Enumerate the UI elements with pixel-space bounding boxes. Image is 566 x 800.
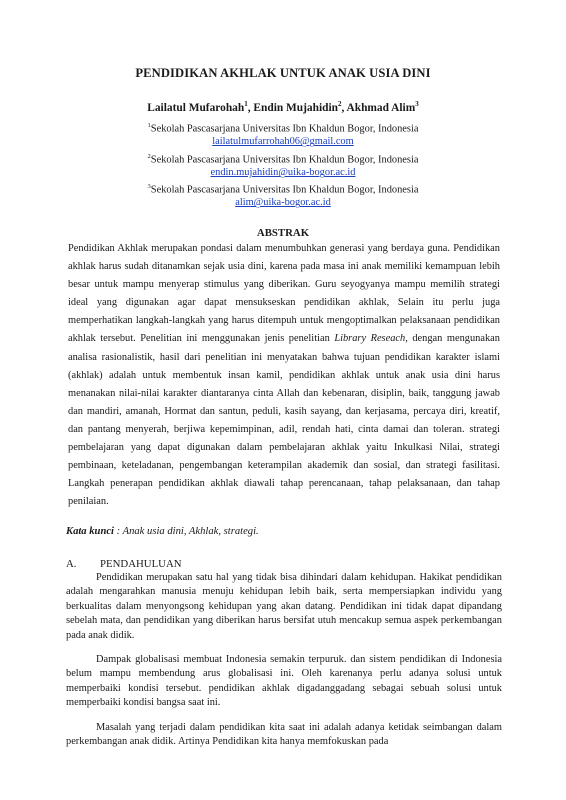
affiliation-2	[0, 150, 566, 179]
section-body	[66, 571, 502, 759]
affiliation-sup: 1	[147, 122, 151, 129]
section-heading	[66, 558, 182, 570]
body-paragraph: Masalah yang terjadi dalam pendidikan kita saat ini adalah adanya ketidak seimbangan dalam perkembangan anak didik. Artinya Pendidikan kita hanya memfokuskan pada	[66, 721, 502, 748]
author-separator: ,	[341, 101, 347, 114]
author-name: Akhmad Alim	[346, 101, 416, 114]
author-sup: 1	[244, 100, 248, 108]
author-sup: 3	[415, 100, 419, 108]
email-link[interactable]: endin.mujahidin@uika-bogor.ac.id	[210, 167, 356, 179]
affiliation-institution: Sekolah Pascasarjana Universitas Ibn Khaldun Bogor, Indonesia	[150, 123, 419, 135]
paper-title: PENDIDIKAN AKHLAK UNTUK ANAK USIA DINI	[135, 66, 431, 80]
affiliation-sup: 2	[147, 153, 151, 160]
abstract-heading: ABSTRAK	[256, 227, 310, 239]
email-link[interactable]: alim@uika-bogor.ac.id	[235, 197, 331, 209]
abstract-body	[68, 240, 500, 511]
keywords-text: : Anak usia dini, Akhlak, strategi.	[113, 526, 259, 537]
affiliation-3	[0, 180, 566, 209]
affiliation-sup: 3	[147, 183, 151, 190]
affiliation-institution: Sekolah Pascasarjana Universitas Ibn Khaldun Bogor, Indonesia	[150, 154, 419, 166]
author-separator: ,	[247, 101, 254, 114]
abstract-italic-term: Library Reseach	[334, 333, 406, 345]
author-name: Endin Mujahidin	[253, 101, 338, 114]
keywords-label: Kata kunci	[66, 526, 114, 537]
abstract-text: Pendidikan Akhlak merupakan pondasi dalam menumbuhkan generasi yang berdaya guna. Pendidikan akhlak harus sudah ditanamkan sejak usia dini, karena pada masa ini anak memiliki kemampuan lebih besar untuk mampu menyerap stimulus yang diberikan. Guru seyogyanya mampu memilih strategi ideal yang digunakan agar dapat mensukseskan pendidikan akhlak, Selain itu perlu juga memperhatikan langkah-langkah yang harus ditempuh untuk mengoptimalkan pelaksanaan pendidikan akhlak tersebut. Penelitian ini menggunakan jenis penelitian	[68, 243, 500, 345]
author-list	[0, 100, 566, 114]
abstract-text: , dengan mengunakan analisa rasionalistik, hasil dari penelitian ini menyatakan bahwa tujuan pendidikan karakter islami (akhlak) adalah untuk membentuk insan kamil, pendidikan akhlak untuk anak usia dini harus menanakan nilai-nilai karakter diantaranya cinta Allah dan kebenaran, disiplin, baik, tanggung jawab dan mandiri, amanah, Hormat dan santun, peduli, kasih sayang, dan kerjasama, percaya diri, kreatif, dan pantang menyerah, berjiwa kepemimpinan, adil, rendah hati, cinta damai dan toleran. strategi pembelajaran yang dapat digunakan dalam pembelajaran akhlak yaitu Inkulkasi Nilai, strategi pembinaan, keteladanan, pengembangan keterampilan akademik dan sosial, dan strategi fasilitasi. Langkah penerapan pendidikan akhlak diawali tahap perencanaan, tahap pelaksanaan, dan tahap penilaian.	[68, 333, 500, 508]
keywords	[66, 526, 506, 537]
section-letter: A.	[66, 558, 77, 570]
body-paragraph: Pendidikan merupakan satu hal yang tidak bisa dihindari dalam kehidupan. Hakikat pendidikan adalah mengarahkan manusia menuju kehidupan lebih baik, serta mempersiapkan individu yang berkualitas dalam menyongsong kehidupan yang akan datang. Pendidikan ini tidak dapat dipandang sebelah mata, dan pendidikan yang diberikan harus bersifat utuh mencakup semua aspek perkembangan pada anak didik.	[66, 572, 502, 641]
email-link[interactable]: lailatulmufarrohah06@gmail.com	[212, 136, 354, 148]
body-paragraph: Dampak globalisasi membuat Indonesia semakin terpuruk. dan sistem pendidikan di Indonesia belum mampu membendung arus globalisasi ini. Oleh karenanya perlu adanya solusi untuk memperbaiki kondisi tersebut. pendidikan akhlak digadanggadang sebagai sebuah solusi untuk memperbaiki kondisi bangsa saat ini.	[66, 654, 502, 709]
author-sup: 2	[337, 100, 342, 108]
affiliation-1	[0, 119, 566, 148]
author-name: Lailatul Mufarohah	[147, 101, 245, 114]
section-title: PENDAHULUAN	[100, 558, 182, 570]
affiliation-institution: Sekolah Pascasarjana Universitas Ibn Khaldun Bogor, Indonesia	[150, 184, 419, 196]
